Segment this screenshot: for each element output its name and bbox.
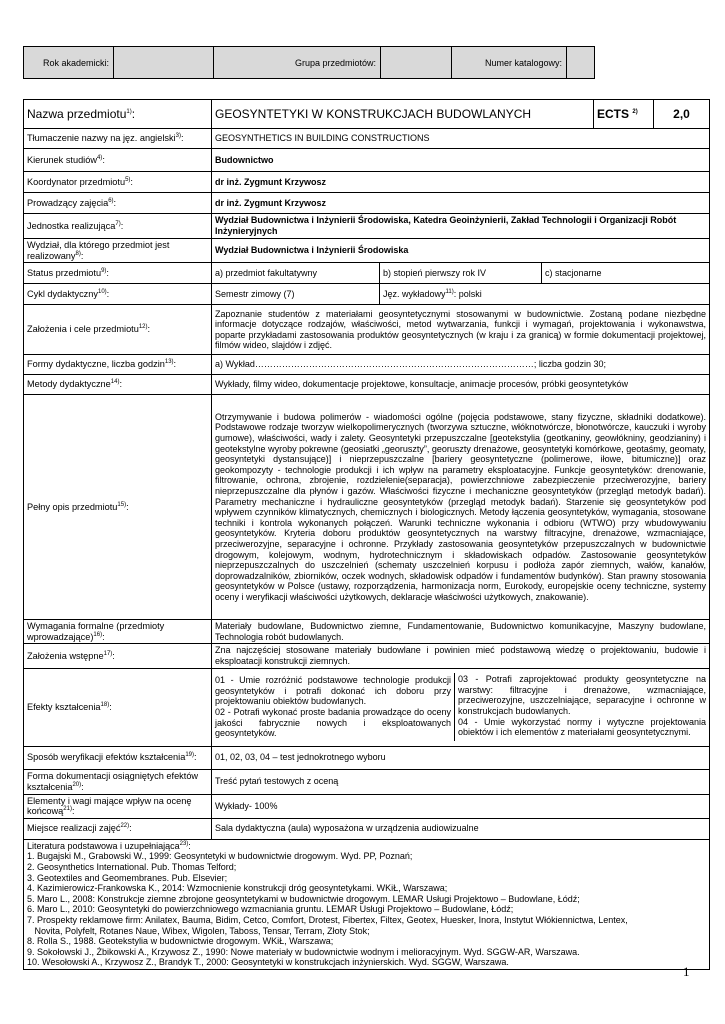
literature-item: Novita, Polyfelt, Rotanes Naue, Wibex, Wigolen, Taboss, Tensar, Terram, Złoty Stok; (27, 925, 370, 936)
literature-item: 5. Maro L., 2008: Konstrukcje ziemne zbrojone geosyntetykami w budownictwie drogowym. LEMAR Usługi Projektowo – Budowlane, Łódź; (27, 893, 580, 904)
literature-cell (24, 839, 710, 969)
translation-label: Tłumaczenie nazwy na jęz. angielski$^{3)}$: (24, 129, 212, 149)
status-b: b) stopień pierwszy rok IV (380, 263, 542, 284)
teacher-label: Prowadzący zajęcia$^{6)}$: (24, 193, 212, 214)
page-number: 1 (683, 964, 690, 979)
formal-value: Materiały budowlane, Budownictwo ziemne, Fundamentowanie, Budownictwo komunikacyjne, Maszyny budowlane, Technologia robót budowlanych. (212, 620, 710, 644)
literature-item: 3. Geotextiles and Geomembranes. Pub. Elsevier; (27, 872, 228, 883)
effects-right: 03 - Potrafi zaprojektować produkty geosyntetyczne na warstwy: filtracyjne i drenażowe, wzmacniające, przeciwerozyjne, uszczelniające, separacyjne i ochronne w konstrukcjach budowlanych. 04 - Umie wykorzystać normy i wytyczne projektowania obiektów i ich elementów z materiałami geosyntetycznymi. (458, 674, 707, 738)
teacher-value: dr inż. Zygmunt Krzywosz (212, 193, 710, 214)
cycle-label: Cykl dydaktyczny$^{10)}$: (24, 284, 212, 305)
methods-label: Metody dydaktyczne$^{14)}$: (24, 375, 212, 395)
literature-item: 1. Bugajski M., Grabowski W., 1999: Geosyntetyki w budownictwie drogowym. Wyd. PP, Poznań; (27, 851, 413, 862)
academic-year-value (114, 47, 214, 79)
group-label: Grupa przedmiotów: (214, 47, 381, 79)
course-name-value: GEOSYNTETYKI W KONSTRUKCJACH BUDOWLANYCH (212, 100, 594, 129)
unit-label: Jednostka realizująca$^{7)}$: (24, 214, 212, 239)
documentation-label: Forma dokumentacji osiągniętych efektów kształcenia$^{20)}$: (24, 769, 212, 794)
prereq-label: Założenia wstępne$^{17)}$: (24, 644, 212, 668)
literature-item: 6. Maro L., 2010: Geosyntetyki do powierzchniowego wzmacniania gruntu. LEMAR Usługi Projektowo – Budowlane, Łódź; (27, 904, 514, 915)
field-value: Budownictwo (212, 149, 710, 172)
ects-value: 2,0 (654, 100, 710, 129)
methods-value: Wykłady, filmy wideo, dokumentacje projektowe, konsultacje, animacje procesów, próbki geosyntetyków (212, 375, 710, 395)
course-table (23, 99, 710, 970)
weights-label: Elementy i wagi mające wpływ na ocenę końcową$^{21)}$: (24, 794, 212, 818)
verification-label: Sposób weryfikacji efektów kształcenia$^{19)}$: (24, 746, 212, 769)
prereq-value: Zna najczęściej stosowane materiały budowlane i powinien mieć podstawową wiedzę o projektowaniu, budowie i eksploatacji konstrukcji ziemnych. (212, 644, 710, 668)
documentation-value: Treść pytań testowych z oceną (212, 769, 710, 794)
forms-label: Formy dydaktyczne, liczba godzin$^{13)}$: (24, 355, 212, 375)
formal-label: Wymagania formalne (przedmioty wprowadzające)$^{16)}$: (24, 620, 212, 644)
description-label: Pełny opis przedmiotu$^{15)}$: (24, 395, 212, 620)
weights-value: Wykłady- 100% (212, 794, 710, 818)
group-value (381, 47, 452, 79)
status-c: c) stacjonarne (542, 263, 710, 284)
translation-value: GEOSYNTHETICS IN BUILDING CONSTRUCTIONS (212, 129, 710, 149)
goals-value: Zapoznanie studentów z materiałami geosyntetycznymi stosowanymi w budownictwie. Zostaną podane niezbędne informacje dotyczące rodzajów, właściwości, metod wytwarzania, funkcji i wymagań, projektowania i wykonawstwa, poparte przykładami zastosowania produktów geosyntetycznych (w kraju i za granicą) w formie dokumentacji projektowej, filmów wideo, slajdów i zdjęć. (212, 305, 710, 355)
description-value: Otrzymywanie i budowa polimerów - wiadomości ogólne (pojęcia podstawowe, stany fizyczne, składniki dodatkowe). Podstawowe rodzaje tworzyw wielkopolimerycznych (tworzywa sztuczne, włóknotwórcze, błonotwórcze, kauczuki i wyroby gumowe), właściwości, wady i zalety. Geosyntetyki przepuszczalne [geotekstylia (geotkaniny, geowłókniny, geodzianiny) i geotekstylne wyroby pokrewne (geosiatki „georuszty”, georuszty drenażowe, geosyntetyki komórkowe, geotaśmy, geomaty, geosyntetyki dystansujące)] i nieprzepuszczalne [bariery geosyntetyczne (polimerowe, iłowe, bitumiczne)] oraz geokompozyty - technologie produkcji i ich wpływ na parametry eksploatacyjne. Funkcje geosyntetyków: drenowanie, filtrowanie, ochrona, zbrojenie, rozdzielenie(separacja), powierzchniowe zabezpieczenie przeciwerozyjne, bariery nieprzepuszczalne dla płynów i gazów. Właściwości fizyczne i mechaniczne geosyntetyków (przegląd metodyk badań). Parametry mechaniczne i hydrauliczne geosyntetyków (przegląd metodyk badań). Starzenie się geosyntetyków pod wpływem czynników klimatycznych, chemicznych i biologicznych. Metody łączenia geosyntetyków, wymagania, stosowane techniki i kontrola wykonanych połączeń. Warunki techniczne wykonania i odbioru (WTWO) przy wbudowywaniu geosyntetyków. Kryteria doboru produktów geosyntetycznych na warstwy filtracyjne, drenażowe, wzmacniające, przeciwerozyjne, separacyjne i ochronne. Przykłady zastosowania geosyntetyków przepuszczalnych w budownictwie drogowym, kolejowym, wodnym, hydrotechnicznym i składowiskach odpadów. Zastosowanie geosyntetyków nieprzepuszczalnych do uszczelnień (schematy uszczelnień korpusu i podłoża zapór ziemnych, wałów, kanałów, doprowadzalników, zbiorników, oczek wodnych, składowisk odpadów i fundamentów budynków). Stan prawny stosowania geosyntetyków w Polsce (ustawy, rozporządzenia, harmonizacja norm, Eurokody, europejskie oceny techniczne, systemy oceny i weryfikacji właściwości użytkowych, deklaracje właściwości użytkowych, znakowanie). (212, 395, 710, 620)
literature-item: 9. Sokołowski J., Żbikowski A., Krzywosz Z., 1990: Nowe materiały w budownictwie wodnym i melioracyjnym. Wyd. SGGW-AR, Warszawa. (27, 946, 580, 957)
goals-label: Założenia i cele przedmiotu$^{12)}$: (24, 305, 212, 355)
coordinator-value: dr inż. Zygmunt Krzywosz (212, 172, 710, 193)
catalog-number-label: Numer katalogowy: (452, 47, 567, 79)
catalog-number-value (567, 47, 595, 79)
literature-item: 7. Prospekty reklamowe firm: Anilatex, Bauma, Bidim, Cetco, Comfort, Drotest, Fibertex, Filtex, Geotex, Huesker, Inora, Instytut Włókiennictwa, Lentex, (27, 914, 628, 925)
field-label: Kierunek studiów$^{4)}$: (24, 149, 212, 172)
place-label: Miejsce realizacji zajęć$^{22)}$: (24, 818, 212, 839)
place-value: Sala dydaktyczna (aula) wyposażona w urządzenia audiowizualne (212, 818, 710, 839)
effects-label: Efekty kształcenia$^{18)}$: (24, 668, 212, 746)
forms-value: a) Wykład…………………………………………………………………………………; liczba godzin 30; (212, 355, 710, 375)
literature-item: 2. Geosynthetics International. Pub. Thomas Telford; (27, 861, 237, 872)
language-cell: Jęz. wykładowy$^{11)}$: polski (380, 284, 710, 305)
status-a: a) przedmiot fakultatywny (212, 263, 380, 284)
faculty-label: Wydział, dla którego przedmiot jest realizowany$^{8)}$: (24, 239, 212, 263)
faculty-value: Wydział Budownictwa i Inżynierii Środowiska (212, 239, 710, 263)
academic-year-label: Rok akademicki: (24, 47, 114, 79)
literature-item: 10. Wesołowski A., Krzywosz Z., Brandyk T., 2000: Geosyntetyki w konstrukcjach inżynierskich. Wyd. SGGW, Warszawa. (27, 957, 509, 968)
coordinator-label: Koordynator przedmiotu$^{5)}$: (24, 172, 212, 193)
effects-cell (212, 668, 710, 746)
ects-label: ECTS $^{2)}$ (594, 100, 654, 129)
literature-item: 8. Rolla S., 1988. Geotekstylia w budownictwie drogowym. WKiŁ, Warszawa; (27, 936, 334, 947)
literature-item: 4. Kazimierowicz-Frankowska K., 2014: Wzmocnienie konstrukcji dróg geosyntetykami. WKiŁ, Warszawa; (27, 883, 448, 894)
literature-heading: Literatura podstawowa i uzupełniająca$^{23)}$: (27, 840, 191, 851)
cycle-value: Semestr zimowy (7) (212, 284, 380, 305)
header-table (23, 46, 595, 79)
course-name-label: Nazwa przedmiotu$^{1)}$: (24, 100, 212, 129)
unit-value: Wydział Budownictwa i Inżynierii Środowiska, Katedra Geoinżynierii, Zakład Technologii i Organizacji Robót Inżynieryjnych (212, 214, 710, 239)
status-label: Status przedmiotu$^{9)}$: (24, 263, 212, 284)
effects-left: 01 - Umie rozróżnić podstawowe technologie produkcji geosyntetyków i potrafi dokonać ich doboru przy projektowaniu obiektów budowlanych. 02 - Potrafi wykonać proste badania prowadzące do oceny jakości fabrycznie nowych i eksploatowanych geosyntetyków. (212, 673, 455, 741)
verification-value: 01, 02, 03, 04 – test jednokrotnego wyboru (212, 746, 710, 769)
